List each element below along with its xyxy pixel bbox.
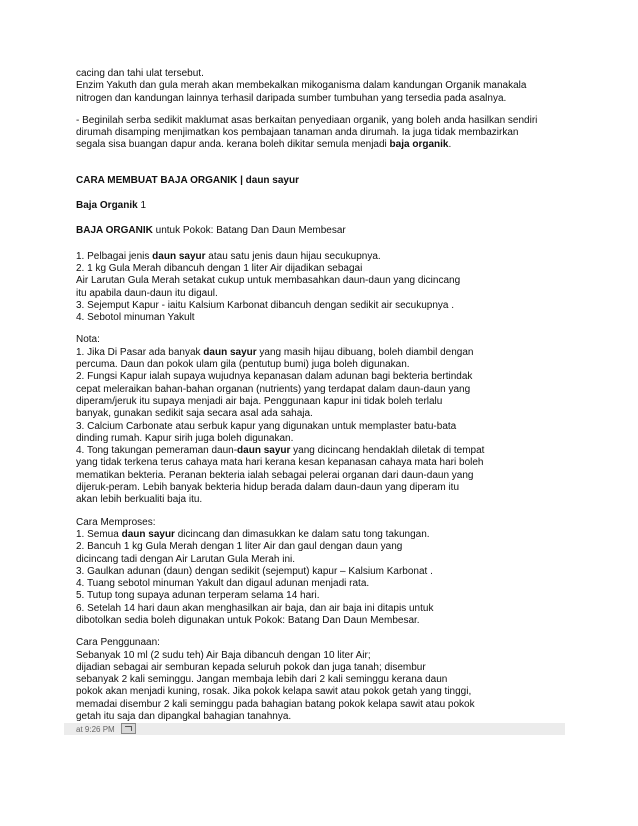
step-line: 2. Bancuh 1 kg Gula Merah dengan 1 liter Air dan gaul dengan daun yang [76, 541, 403, 553]
text-line: Enzim Yakuth dan gula merah akan membekalkan mikoganisma dalam kandungan Organik manakala [76, 80, 527, 92]
share-icon[interactable] [121, 723, 136, 734]
step-line: 5. Tutup tong supaya adunan terperam selama 14 hari. [76, 590, 320, 602]
nota-line: cepat meleraikan bahan-bahan organan (nutrients) yang terdapat dalam daun-daun yang [76, 383, 471, 395]
step-line: dicincang tadi dengan Air Larutan Gula Merah ini. [76, 553, 296, 565]
step-line: dibotolkan sedia boleh digunakan untuk Pokok: Batang Dan Daun Membesar. [76, 614, 420, 626]
nota-line: diperam/jeruk itu supaya menjadi air baja. Penggunaan kapur ini tidak boleh terlalu [76, 395, 443, 407]
nota-label: Nota: [76, 334, 100, 346]
usage-line: dijadian sebagai air semburan kepada seluruh pokok dan juga tanah; disembur [76, 661, 426, 673]
ingredient-item: 1. Pelbagai jenis daun sayur atau satu jenis daun hijau secukupnya. [76, 250, 381, 262]
nota-line: 3. Calcium Carbonate atau serbuk kapur yang digunakan untuk memplaster batu-bata [76, 420, 457, 432]
nota-line: mematikan bekteria. Peranan bekteria ialah sebagai pelerai organan dari daun-daun yang [76, 469, 474, 481]
nota-line: 2. Fungsi Kapur ialah supaya wujudnya kepanasan dalam adunan bagi bekteria bertindak [76, 371, 473, 383]
text-line: dirumah disamping menjimatkan kos pembajaan tanaman anda dirumah. Ia juga tidak membazirkan [76, 127, 519, 139]
nota-line: dinding rumah. Kapur sirih juga boleh digunakan. [76, 432, 294, 444]
post-timestamp-link[interactable]: at 9:26 PM [76, 725, 115, 734]
ingredient-item: 2. 1 kg Gula Merah dibancuh dengan 1 liter Air dijadikan sebagai [76, 262, 363, 274]
step-line: 1. Semua daun sayur dicincang dan dimasukkan ke dalam satu tong takungan. [76, 528, 430, 540]
recipe-title: BAJA ORGANIK untuk Pokok: Batang Dan Daun Membesar [76, 225, 346, 237]
text-line: segala sisa buangan dapur anda. kerana boleh dikitar semula menjadi baja organik. [76, 139, 452, 151]
nota-line: percuma. Daun dan pokok ulam gila (pentutup bumi) juga boleh digunakan. [76, 359, 410, 371]
ingredient-item: 3. Sejemput Kapur - iaitu Kalsium Karbonat dibancuh dengan sedikit air secukupnya . [76, 299, 455, 311]
post-footer [64, 723, 565, 735]
nota-line: 4. Tong takungan pemeraman daun-daun sayur yang dicincang hendaklah diletak di tempat [76, 445, 485, 457]
text-line: nitrogen dan kandungan lainnya terhasil daripada sumber tumbuhan yang tersedia pada asalnya. [76, 92, 507, 104]
text-line: - Beginilah serba sedikit maklumat asas berkaitan penyediaan organik, yang boleh anda hasilkan sendiri [76, 114, 538, 126]
memproses-label: Cara Memproses: [76, 516, 156, 528]
ingredient-item: Air Larutan Gula Merah setakat cukup untuk membasahkan daun-daun yang dicincang [76, 275, 461, 287]
usage-line: sebanyak 2 kali seminggu. Jangan membaja lebih dari 2 kali seminggu kerana daun [76, 674, 448, 686]
step-line: 6. Setelah 14 hari daun akan menghasilkan air baja, dan air baja ini ditapis untuk [76, 602, 434, 614]
section-heading: CARA MEMBUAT BAJA ORGANIK | daun sayur [76, 174, 299, 186]
ingredient-item: 4. Sebotol minuman Yakult [76, 312, 195, 324]
step-line: 3. Gaulkan adunan (daun) dengan sedikit (sejemput) kapur – Kalsium Karbonat . [76, 565, 433, 577]
usage-line: memadai disembur 2 kali seminggu pada bahagian batang pokok kelapa sawit atau pokok [76, 698, 475, 710]
subheading: Baja Organik 1 [76, 200, 147, 212]
nota-line: akan lebih berkualiti baja itu. [76, 494, 203, 506]
nota-line: 1. Jika Di Pasar ada banyak daun sayur yang masih hijau dibuang, boleh diambil dengan [76, 346, 474, 358]
usage-line: getah itu saja dan dipangkal bahagian tanahnya. [76, 711, 292, 723]
usage-line: pokok akan menjadi kuning, rosak. Jika pokok kelapa sawit atau pokok getah yang tinggi, [76, 686, 472, 698]
nota-line: yang tidak terkena terus cahaya mata hari kerana kesan kepanasan cahaya mata hari boleh [76, 457, 484, 469]
keyword-bold: baja organik [389, 139, 449, 151]
article-body [76, 68, 556, 723]
usage-line: Sebanyak 10 ml (2 sudu teh) Air Baja dibancuh dengan 10 liter Air; [76, 649, 371, 661]
step-line: 4. Tuang sebotol minuman Yakult dan digaul adunan menjadi rata. [76, 578, 370, 590]
nota-line: banyak, gunakan sedikit saja secara asal ada sahaja. [76, 408, 313, 420]
ingredient-item: itu apabila daun-daun itu digaul. [76, 287, 218, 299]
nota-line: dijeruk-peram. Lebih banyak bekteria hidup berada dalam daun-daun yang diperam itu [76, 482, 460, 494]
text-line: cacing dan tahi ulat tersebut. [76, 68, 204, 79]
penggunaan-label: Cara Penggunaan: [76, 637, 160, 649]
